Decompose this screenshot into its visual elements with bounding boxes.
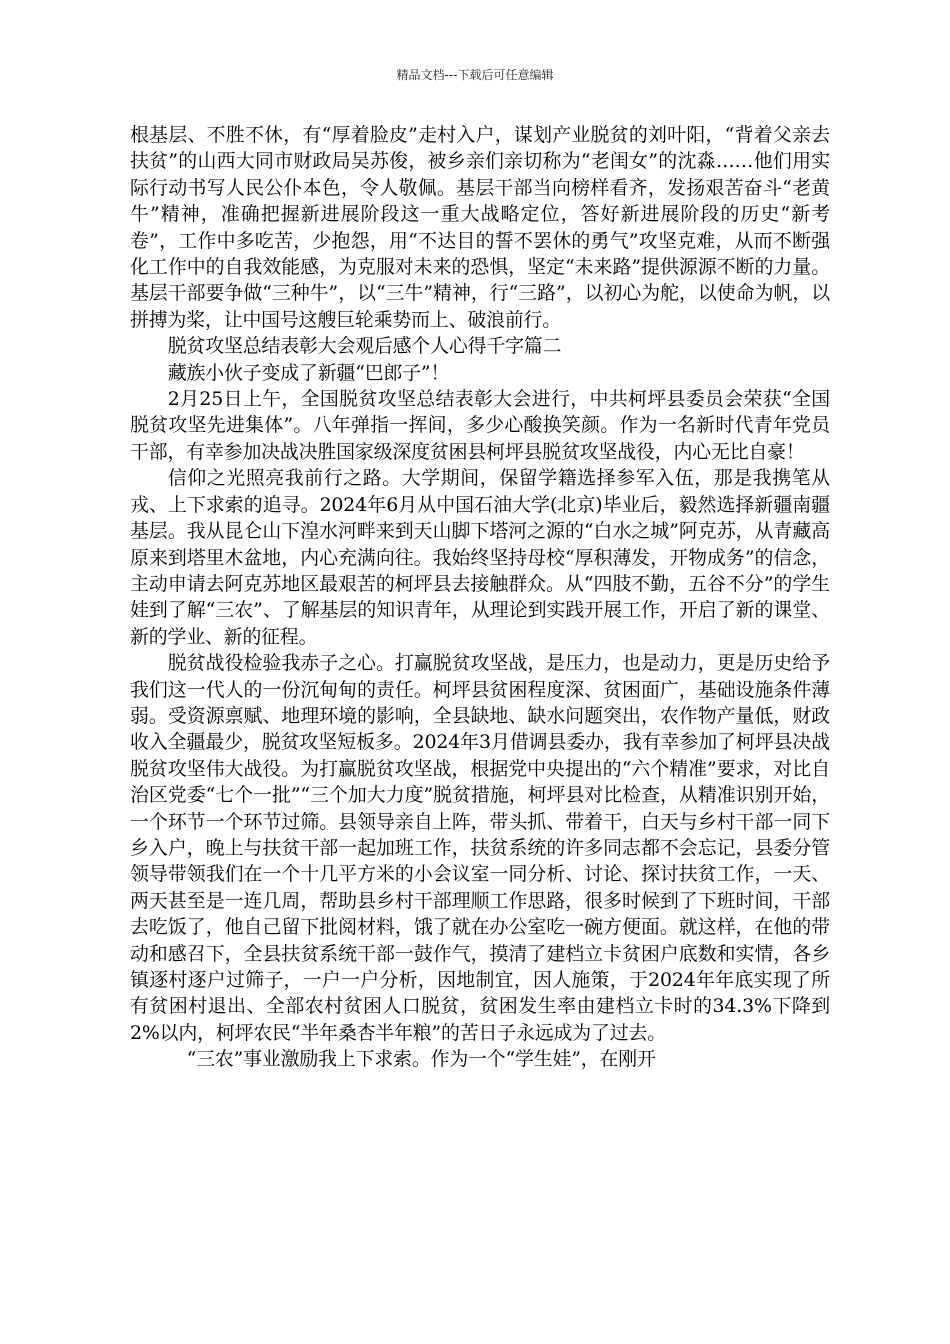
- section-subtitle: 藏族小伙子变成了新疆“巴郎子”！: [167, 361, 450, 384]
- section-title: 脱贫攻坚总结表彰大会观后感个人心得千字篇二: [167, 335, 562, 358]
- paragraph: 2月25日上午，全国脱贫攻坚总结表彰大会进行，中共柯坪县委员会荣获“全国脱贫攻坚先进集体”。八年弹指一挥间，多少心酸换笑颜。作为一名新时代青年党员干部，有幸参加决战决胜国家级深度贫困县柯坪县脱贫攻坚战役，内心无比自豪！: [130, 388, 830, 463]
- paragraph: 信仰之光照亮我前行之路。大学期间，保留学籍选择参军入伍，那是我携笔从戎、上下求索的追寻。2024年6月从中国石油大学(北京)毕业后，毅然选择新疆南疆基层。我从昆仑山下湟水河畔来到天山脚下塔河之源的“白水之城”阿克苏，从青藏高原来到塔里木盆地，内心充满向往。我始终坚持母校“厚积薄发，开物成务”的信念，主动申请去阿克苏地区最艰苦的柯坪县去接触群众。从“四肢不勤，五谷不分”的学生娃到了解“三农”、了解基层的知识青年，从理论到实践开展工作，开启了新的课堂、新的学业、新的征程。: [130, 467, 830, 648]
- paragraph: 脱贫战役检验我赤子之心。打赢脱贫攻坚战，是压力，也是动力，更是历史给予我们这一代人的一份沉甸甸的责任。柯坪县贫困程度深、贫困面广，基础设施条件薄弱。受资源禀赋、地理环境的影响，全县缺地、缺水问题突出，农作物产量低，财政收入全疆最少，脱贫攻坚短板多。2024年3月借调县委办，我有幸参加了柯坪县决战脱贫攻坚伟大战役。为打赢脱贫攻坚战，根据党中央提出的“六个精准”要求，对比自治区党委“七个一批”“三个加大力度”脱贫措施，柯坪县对比检查，从精准识别开始，一个环节一个环节过筛。县领导亲自上阵，带头抓、带着干，白天与乡村干部一同下乡入户，晚上与扶贫干部一起加班工作，扶贫系统的许多同志都不会忘记，县委分管领导带领我们在一个十几平方米的小会议室一同分析、讨论、探讨扶贫工作，一天、两天甚至是一连几周，帮助县乡村干部理顺工作思路，很多时候到了下班时间，干部去吃饭了，他自己留下批阅材料，饿了就在办公室吃一碗方便面。就这样，在他的带动和感召下，全县扶贫系统干部一鼓作气，摸清了建档立卡贫困户底数和实情，各乡镇逐村逐户过筛子，一户一户分析，因地制宜，因人施策，于2024年年底实现了所有贫困村退出、全部农村贫困人口脱贫，贫困发生率由建档立卡时的34.3%下降到2%以内，柯坪农民“半年桑杏半年粮”的苦日子永远成为了过去。: [130, 652, 830, 1044]
- paragraph-continuation: 根基层、不胜不休，有“厚着脸皮”走村入户，谋划产业脱贫的刘叶阳，“背着父亲去扶贫”的山西大同市财政局吴苏俊，被乡亲们亲切称为“老闺女”的沈淼……他们用实际行动书写人民公仆本色，令人敬佩。基层干部当向榜样看齐，发扬艰苦奋斗“老黄牛”精神，准确把握新进展阶段这一重大战略定位，答好新进展阶段的历史“新考卷”，工作中多吃苦，少抱怨，用“不达目的誓不罢休的勇气”攻坚克难，从而不断强化工作中的自我效能感，为克服对未来的恐惧，坚定“未来路”提供源源不断的力量。基层干部要争做“三种牛”，以“三牛”精神，行“三路”，以初心为舵，以使命为帆，以拼搏为桨，让中国号这艘巨轮乘势而上、破浪前行。: [130, 124, 830, 331]
- paragraph: “三农”事业激励我上下求索。作为一个“学生娃”，在刚开: [186, 1048, 656, 1071]
- page-header: 精品文档---下载后可任意编辑: [396, 68, 554, 82]
- document-body: [130, 122, 830, 1073]
